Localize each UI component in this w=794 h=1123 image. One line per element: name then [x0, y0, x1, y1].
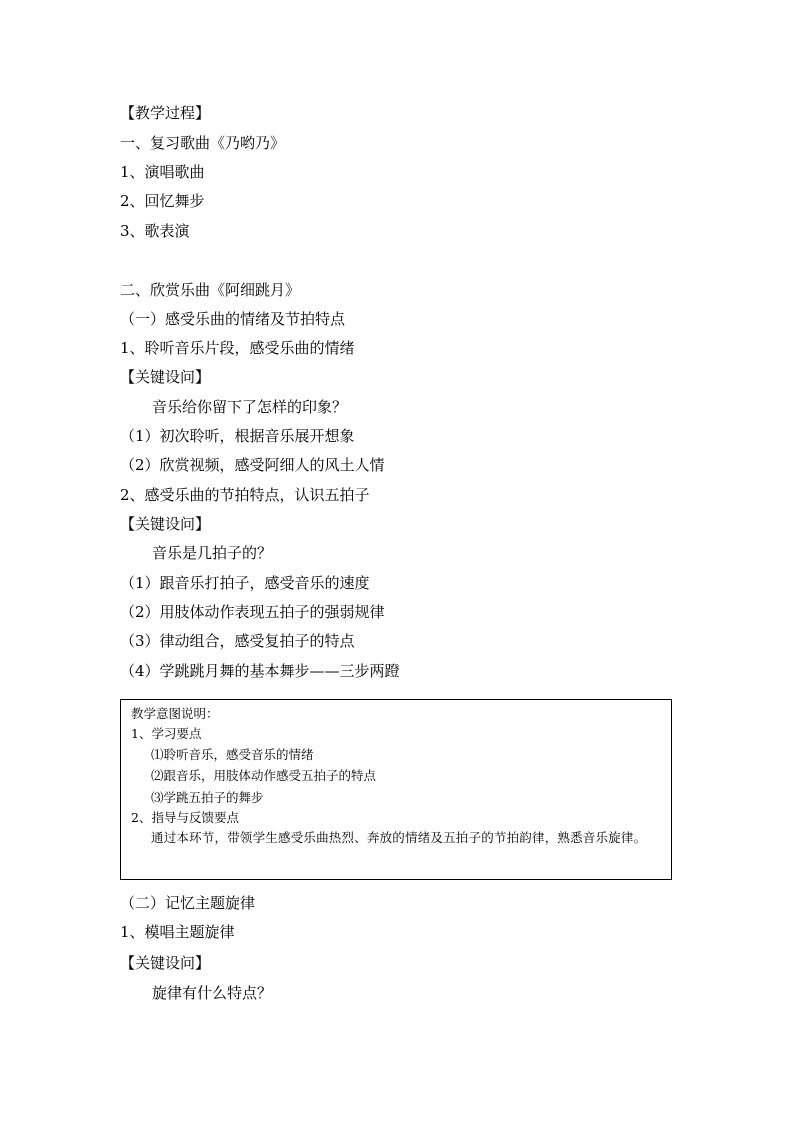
- teaching-intent-box: [120, 699, 672, 880]
- key-question-text: 音乐是几拍子的？: [152, 544, 273, 562]
- list-item: 3、歌表演: [120, 222, 190, 240]
- step-text: 1、模唱主题旋律: [120, 923, 235, 941]
- list-item: （1）跟音乐打拍子，感受音乐的速度: [120, 574, 370, 592]
- key-question-label: 【关键设问】: [120, 515, 211, 533]
- list-item: （3）律动组合，感受复拍子的特点: [120, 632, 355, 650]
- sub2-heading: （二）记忆主题旋律: [120, 894, 256, 912]
- intent-point1: 1、学习要点: [131, 726, 202, 741]
- list-item: （4）学跳跳月舞的基本舞步——三步两蹬: [120, 662, 400, 680]
- list-item: （2）用肢体动作表现五拍子的强弱规律: [120, 603, 385, 621]
- section-title: 【教学过程】: [120, 104, 211, 122]
- key-question-text: 旋律有什么特点？: [152, 984, 273, 1002]
- key-question-label: 【关键设问】: [120, 954, 211, 972]
- list-item: （1）初次聆听，根据音乐展开想象: [120, 427, 355, 445]
- intent-point1-item: ⑵跟音乐，用肢体动作感受五拍子的特点: [151, 768, 377, 783]
- intent-point1-item: ⑴聆听音乐，感受音乐的情绪: [151, 747, 314, 762]
- intent-point1-item: ⑶学跳五拍子的舞步: [151, 790, 264, 805]
- list-item: 1、演唱歌曲: [120, 163, 205, 181]
- part1-heading: 一、复习歌曲《乃哟乃》: [120, 134, 286, 152]
- intent-point2: 2、指导与反馈要点: [131, 810, 239, 825]
- part2-heading: 二、欣赏乐曲《阿细跳月》: [120, 281, 301, 299]
- key-question-text: 音乐给你留下了怎样的印象？: [152, 398, 348, 416]
- intent-point2-text: 通过本环节，带领学生感受乐曲热烈、奔放的情绪及五拍子的节拍韵律，熟悉音乐旋律。: [151, 830, 647, 845]
- list-item: 2、回忆舞步: [120, 192, 205, 210]
- intent-title: 教学意图说明：: [131, 706, 219, 721]
- key-question-label: 【关键设问】: [120, 368, 211, 386]
- list-item: （2）欣赏视频，感受阿细人的风土人情: [120, 456, 385, 474]
- step-text: 1、聆听音乐片段，感受乐曲的情绪: [120, 339, 355, 357]
- step-text: 2、感受乐曲的节拍特点，认识五拍子: [120, 486, 370, 504]
- sub1-heading: （一）感受乐曲的情绪及节拍特点: [120, 310, 346, 328]
